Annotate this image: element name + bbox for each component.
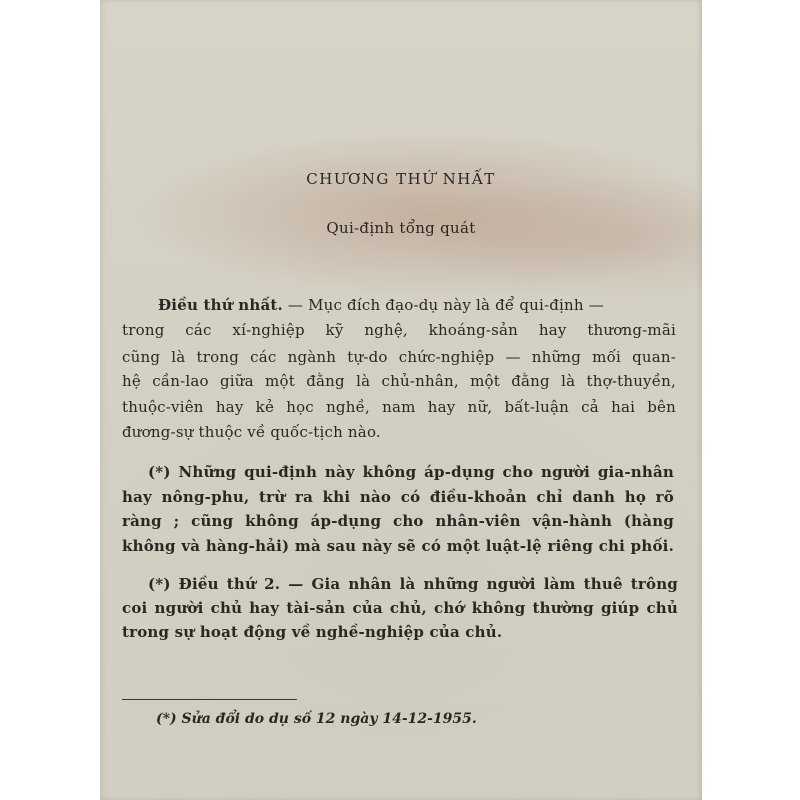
article-1-line-3: cũng là trong các ngành tự-do chức-nghiệp — những mối quan-	[122, 348, 676, 366]
article-1-line-1-text: — Mục đích đạo-dụ này là để qui-định —	[282, 296, 604, 314]
article-1-line-6: đương-sự thuộc về quốc-tịch nào.	[122, 423, 381, 441]
article-1-line-2: trong các xí-nghiệp kỹ nghệ, khoáng-sản hay thương-mãi	[122, 321, 676, 339]
note-1-line-3: ràng ; cũng không áp-dụng cho nhân-viên vận-hành (hàng	[122, 512, 674, 530]
note-1-line-4: không và hàng-hải) mà sau này sẽ có một luật-lệ riêng chi phối.	[122, 537, 674, 555]
note-1-line-1: (*) Những qui-định này không áp-dụng cho người gia-nhân	[148, 463, 674, 481]
article-2-line-3: trong sự hoạt động về nghề-nghiệp của chủ.	[122, 623, 503, 641]
article-1-line-1	[158, 296, 604, 314]
article-2-line-1: (*) Điều thứ 2. — Gia nhân là những người làm thuê trông	[148, 575, 678, 593]
article-1-line-5: thuộc-viên hay kẻ học nghề, nam hay nữ, bất-luận cả hai bên	[122, 398, 676, 416]
chapter-title: CHƯƠNG THỨ NHẤT	[306, 170, 496, 188]
footnote: (*) Sửa đổi do dụ số 12 ngày 14-12-1955.	[156, 711, 477, 727]
chapter-subtitle: Qui-định tổng quát	[326, 219, 476, 237]
note-1-line-2: hay nông-phu, trừ ra khi nào có điều-khoản chỉ danh họ rõ	[122, 488, 674, 506]
book-page	[100, 0, 702, 800]
article-1-line-4: hệ cần-lao giữa một đằng là chủ-nhân, một đằng là thợ-thuyền,	[122, 372, 676, 390]
article-1-heading: Điều thứ nhất.	[158, 296, 283, 314]
article-2-line-2: coi người chủ hay tài-sản của chủ, chớ không thường giúp chủ	[122, 599, 678, 617]
footnote-rule	[122, 699, 297, 700]
